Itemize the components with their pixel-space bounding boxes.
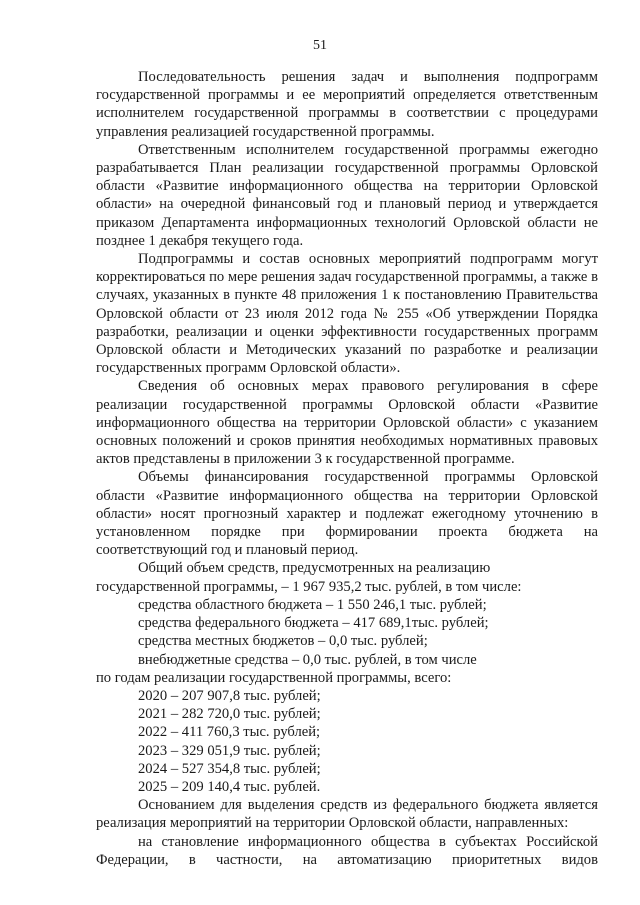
paragraph-subprogram-adjustment: Подпрограммы и состав основных мероприятий подпрограмм могут корректироваться по мере решения задач государственной программы, а также в случаях, указанных в пункте 48 приложения 1 к постановлению Правительства Орловской области от 23 июля 2012 года № 255 «Об утверждении Порядка разработки, реализации и оценки эффективности государственных программ Орловской области и Методических указаний по разработке и реализации государственных программ Орловской области». xyxy=(96,251,598,377)
paragraph-implementation-plan: Ответственным исполнителем государственной программы ежегодно разрабатывается План реализации государственной программы Орловской области «Развитие информационного общества на территории Орловской области» на очередной финансовый год и плановый период и утверждается приказом Департамента информационных технологий Орловской области не позднее 1 декабря текущего года. xyxy=(96,141,598,249)
paragraph-federal-basis: Основанием для выделения средств из федерального бюджета является реализация мероприятий на территории Орловской области, направленных: xyxy=(96,797,598,832)
paragraph-information-society-line2: Федерации, в частности, на автоматизацию приоритетных видов xyxy=(96,851,598,868)
funding-total-line1: Общий объем средств, предусмотренных на реализацию xyxy=(138,560,491,577)
funding-year-item: 2022 – 411 760,3 тыс. рублей; xyxy=(138,724,321,741)
funding-regional: средства областного бюджета – 1 550 246,1 тыс. рублей; xyxy=(138,596,487,613)
funding-year-item: 2024 – 527 354,8 тыс. рублей; xyxy=(138,760,321,777)
funding-by-years-intro: по годам реализации государственной программы, всего: xyxy=(96,669,452,686)
document-body xyxy=(96,68,598,869)
paragraph-legal-regulation: Сведения об основных мерах правового регулирования в сфере реализации государственной программы Орловской области «Развитие информационного общества на территории Орловской области» с указанием основных положений и сроков принятия необходимых нормативных правовых актов представлены в приложении 3 к государственной программе. xyxy=(96,378,598,468)
funding-extrabudgetary: внебюджетные средства – 0,0 тыс. рублей, в том числе xyxy=(138,651,477,668)
funding-year-item: 2025 – 209 140,4 тыс. рублей. xyxy=(138,778,321,795)
paragraph-funding-volume: Объемы финансирования государственной программы Орловской области «Развитие информационного общества на территории Орловской области» носят прогнозный характер и подлежат ежегодному уточнению в установленном порядке при формировании проекта бюджета на соответствующий год и плановый период. xyxy=(96,469,598,559)
funding-total-line2: государственной программы, – 1 967 935,2 тыс. рублей, в том числе: xyxy=(96,578,522,595)
funding-year-item: 2021 – 282 720,0 тыс. рублей; xyxy=(138,706,321,723)
funding-federal: средства федерального бюджета – 417 689,1тыс. рублей; xyxy=(138,615,489,632)
funding-local: средства местных бюджетов – 0,0 тыс. рублей; xyxy=(138,633,428,650)
funding-year-item: 2023 – 329 051,9 тыс. рублей; xyxy=(138,742,321,759)
page-number: 51 xyxy=(313,38,327,53)
funding-year-item: 2020 – 207 907,8 тыс. рублей; xyxy=(138,687,321,704)
paragraph-information-society-line1: на становление информационного общества в субъектах Российской xyxy=(138,833,598,850)
paragraph-subprogram-sequence: Последовательность решения задач и выполнения подпрограмм государственной программы и ее мероприятий определяется ответственным исполнителем государственной программы в соответствии с процедурами управления реализацией государственной программы. xyxy=(96,69,598,140)
